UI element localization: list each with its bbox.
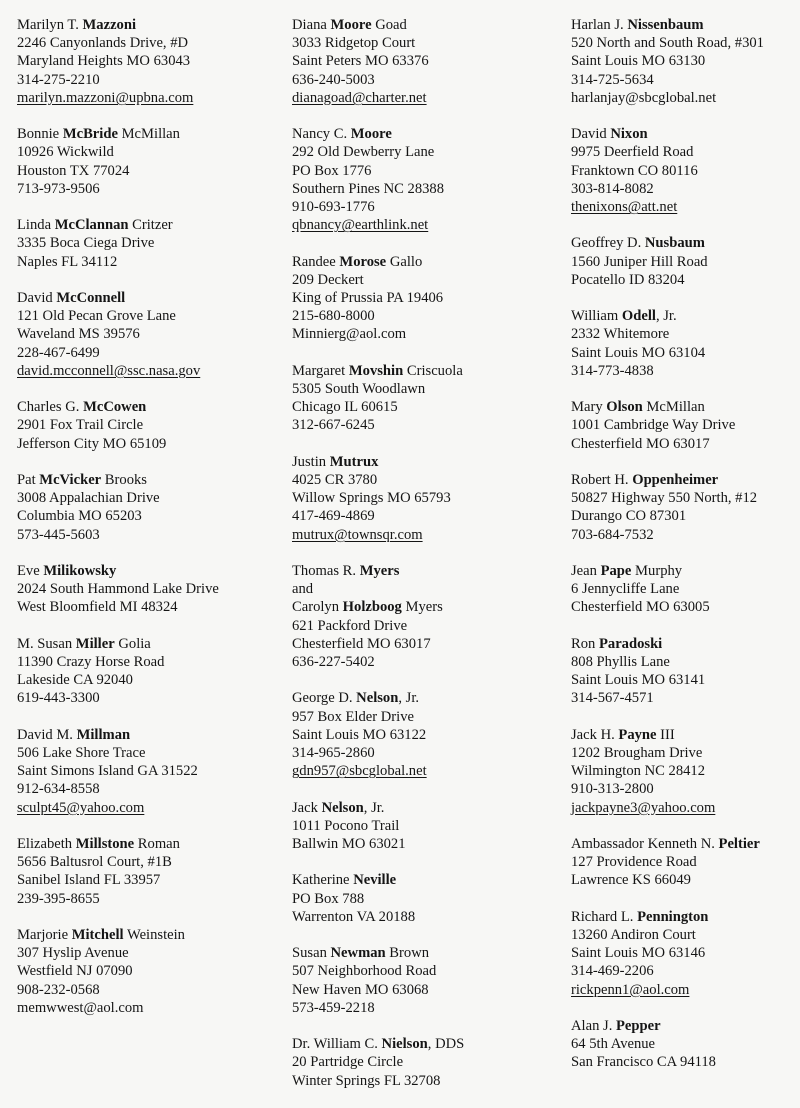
- directory-entry: [17, 289, 279, 380]
- entry-address-line: King of Prussia PA 19406: [292, 290, 444, 307]
- entry-email: david.mcconnell@ssc.nasa.gov: [17, 362, 201, 379]
- name-text: Weinstein: [123, 927, 185, 943]
- name-text: David M.: [17, 726, 77, 743]
- entry-phone: 314-567-4571: [571, 690, 654, 707]
- entry-phone: 636-227-5402: [292, 654, 375, 671]
- entry-name: [17, 398, 279, 416]
- name-text: Criscuola: [403, 362, 463, 379]
- directory-entry: [571, 1017, 800, 1072]
- surname-text: Millman: [76, 726, 131, 743]
- entry-address-line: Saint Louis MO 63130: [571, 53, 706, 70]
- name-text: Ambassador Kenneth N.: [571, 836, 719, 852]
- entry-address-line: Warrenton VA 20188: [292, 908, 416, 925]
- entry-phone: 215-680-8000: [292, 308, 375, 325]
- entry-phone: 573-445-5603: [17, 526, 100, 543]
- entry-address-line: Chesterfield MO 63017: [571, 435, 710, 452]
- entry-name: [571, 125, 800, 143]
- entry-address-line: San Francisco CA 94118: [571, 1054, 716, 1071]
- directory-entry: [571, 908, 800, 999]
- entry-address-line: Ballwin MO 63021: [292, 836, 406, 853]
- name-text: Robert H.: [571, 472, 633, 488]
- entry-address-line: 20 Partridge Circle: [292, 1054, 404, 1071]
- surname-text: Pepper: [616, 1018, 661, 1034]
- directory-entry: [17, 635, 279, 708]
- directory-column-1: [17, 16, 279, 1035]
- entry-address-line: Saint Louis MO 63122: [292, 726, 427, 743]
- directory-entry: [17, 216, 279, 271]
- entry-phone: 908-232-0568: [17, 981, 100, 998]
- name-text: Alan J.: [571, 1018, 616, 1034]
- name-text: and: [292, 581, 314, 598]
- entry-phone: 314-275-2210: [17, 71, 100, 88]
- entry-address-line: Pocatello ID 83204: [571, 271, 685, 288]
- surname-text: Millstone: [75, 836, 135, 852]
- surname-text: Pape: [600, 563, 632, 579]
- entry-name-continuation: [292, 598, 560, 616]
- entry-address-line: Willow Springs MO 65793: [292, 490, 451, 507]
- entry-address-line: 5656 Baltusrol Court, #1B: [17, 854, 172, 871]
- surname-text: McConnell: [56, 290, 126, 306]
- entry-phone: 314-469-2206: [571, 963, 654, 980]
- name-text: , Jr.: [398, 690, 420, 707]
- entry-address-line: 520 North and South Road, #301: [571, 35, 764, 52]
- surname-text: Movshin: [348, 362, 404, 379]
- entry-name: [571, 307, 800, 325]
- entry-address-line: Southern Pines NC 28388: [292, 180, 445, 197]
- directory-entry: [292, 944, 560, 1017]
- surname-text: Paradoski: [598, 635, 663, 652]
- directory-entry: [292, 125, 560, 234]
- name-text: Dr. William C.: [292, 1036, 382, 1053]
- entry-phone: 713-973-9506: [17, 180, 100, 197]
- entry-address-line: Sanibel Island FL 33957: [17, 872, 161, 889]
- entry-address-line: 292 Old Dewberry Lane: [292, 144, 435, 161]
- entry-address-line: 6 Jennycliffe Lane: [571, 581, 680, 598]
- name-text: David: [17, 290, 57, 306]
- name-text: Murphy: [631, 563, 683, 579]
- entry-email: harlanjay@sbcglobal.net: [571, 89, 717, 106]
- entry-address-line: Winter Springs FL 32708: [292, 1072, 441, 1089]
- surname-text: Moore: [350, 126, 392, 143]
- surname-text: McVicker: [39, 472, 102, 488]
- name-text: Diana: [292, 17, 331, 33]
- entry-email: memwwest@aol.com: [17, 999, 144, 1016]
- entry-name: [571, 398, 800, 416]
- entry-address-line: 307 Hyslip Avenue: [17, 945, 129, 962]
- name-text: McMillan: [642, 399, 705, 416]
- name-text: Myers: [401, 599, 443, 616]
- entry-name: [292, 1035, 560, 1053]
- entry-phone: 910-693-1776: [292, 199, 375, 216]
- surname-text: Peltier: [718, 836, 760, 852]
- entry-name: [571, 908, 800, 926]
- name-text: George D.: [292, 690, 357, 707]
- name-text: Charles G.: [17, 399, 84, 416]
- surname-text: Moore: [330, 17, 372, 33]
- surname-text: Nielson: [381, 1036, 428, 1053]
- surname-text: Holzboog: [342, 599, 402, 616]
- surname-text: Milikowsky: [43, 563, 117, 579]
- name-text: Thomas R.: [292, 563, 360, 580]
- entry-address-line: Waveland MS 39576: [17, 326, 140, 343]
- name-text: , Jr.: [655, 308, 677, 325]
- entry-address-line: 9975 Deerfield Road: [571, 144, 694, 161]
- entry-address-line: 1011 Pocono Trail: [292, 817, 400, 834]
- entry-address-line: 2024 South Hammond Lake Drive: [17, 581, 219, 598]
- entry-name: [571, 234, 800, 252]
- directory-entry: [571, 398, 800, 453]
- entry-phone: 314-965-2860: [292, 745, 375, 762]
- directory-entry: [292, 362, 560, 435]
- entry-name: [17, 471, 279, 489]
- entry-address-line: 507 Neighborhood Road: [292, 963, 437, 980]
- name-text: Jean: [571, 563, 601, 579]
- directory-entry: [571, 835, 800, 890]
- entry-address-line: 121 Old Pecan Grove Lane: [17, 308, 176, 325]
- directory-entry: [17, 926, 279, 1017]
- entry-email: sculpt45@yahoo.com: [17, 799, 145, 816]
- entry-address-line: Saint Peters MO 63376: [292, 53, 429, 70]
- entry-address-line: 209 Deckert: [292, 271, 364, 288]
- entry-address-line: 5305 South Woodlawn: [292, 381, 426, 398]
- entry-address-line: PO Box 788: [292, 890, 365, 907]
- entry-phone: 636-240-5003: [292, 71, 375, 88]
- entry-address-line: Saint Louis MO 63146: [571, 945, 706, 962]
- directory-entry: [571, 726, 800, 817]
- entry-name: [571, 1017, 800, 1035]
- entry-name: [571, 562, 800, 580]
- name-text: Geoffrey D.: [571, 235, 645, 252]
- surname-text: Miller: [75, 635, 115, 652]
- entry-address-line: Naples FL 34112: [17, 253, 118, 270]
- entry-address-line: 10926 Wickwild: [17, 144, 114, 161]
- entry-phone: 303-814-8082: [571, 180, 654, 197]
- name-text: Eve: [17, 563, 44, 579]
- entry-address-line: 3335 Boca Ciega Drive: [17, 235, 155, 252]
- directory-entry: [17, 398, 279, 453]
- surname-text: Newman: [330, 945, 386, 962]
- entry-name: [292, 799, 560, 817]
- entry-address-line: Maryland Heights MO 63043: [17, 53, 191, 70]
- entry-address-line: 50827 Highway 550 North, #12: [571, 490, 758, 507]
- name-text: Randee: [292, 253, 340, 270]
- directory-entry: [292, 562, 560, 671]
- entry-name: [571, 635, 800, 653]
- entry-phone: 912-634-8558: [17, 781, 100, 798]
- directory-entry: [292, 799, 560, 854]
- directory-entry: [292, 689, 560, 780]
- entry-phone: 314-725-5634: [571, 71, 654, 88]
- entry-email: Minnierg@aol.com: [292, 326, 407, 343]
- entry-address-line: Lawrence KS 66049: [571, 872, 691, 889]
- entry-address-line: Franktown CO 80116: [571, 162, 698, 179]
- directory-entry: [17, 835, 279, 908]
- entry-name: [17, 562, 279, 580]
- directory-entry: [17, 726, 279, 817]
- surname-text: Neville: [353, 872, 397, 889]
- directory-entry: [571, 125, 800, 216]
- entry-address-line: 957 Box Elder Drive: [292, 708, 414, 725]
- name-text: Susan: [292, 945, 331, 962]
- entry-address-line: Saint Simons Island GA 31522: [17, 763, 198, 780]
- name-text: , Jr.: [363, 799, 385, 816]
- entry-name: [17, 289, 279, 307]
- entry-address-line: Durango CO 87301: [571, 508, 687, 525]
- directory-column-2: [292, 16, 560, 1108]
- entry-email: marilyn.mazzoni@upbna.com: [17, 89, 194, 106]
- directory-entry: [17, 562, 279, 617]
- entry-address-line: Columbia MO 65203: [17, 508, 142, 525]
- name-text: Pat: [17, 472, 40, 488]
- directory-entry: [571, 16, 800, 107]
- name-text: Carolyn: [292, 599, 343, 616]
- entry-address-line: Jefferson City MO 65109: [17, 435, 167, 452]
- entry-phone: 312-667-6245: [292, 417, 375, 434]
- entry-address-line: 4025 CR 3780: [292, 472, 378, 489]
- directory-entry: [17, 125, 279, 198]
- entry-address-line: 127 Providence Road: [571, 854, 697, 871]
- name-text: Richard L.: [571, 908, 638, 925]
- entry-name: [292, 362, 560, 380]
- entry-name: [17, 835, 279, 853]
- entry-address-line: New Haven MO 63068: [292, 981, 429, 998]
- entry-email: mutrux@townsqr.com: [292, 526, 423, 543]
- name-text: Brooks: [101, 472, 147, 488]
- name-text: Nancy C.: [292, 126, 351, 143]
- name-text: Mary: [571, 399, 607, 416]
- surname-text: Nusbaum: [644, 235, 705, 252]
- entry-address-line: 621 Packford Drive: [292, 617, 408, 634]
- entry-address-line: Chesterfield MO 63017: [292, 635, 431, 652]
- surname-text: Nelson: [356, 690, 399, 707]
- name-text: Critzer: [128, 217, 173, 234]
- entry-name: [571, 471, 800, 489]
- entry-phone: 314-773-4838: [571, 362, 654, 379]
- surname-text: McBride: [62, 126, 118, 143]
- name-text: Jack H.: [571, 726, 619, 743]
- entry-name: [571, 726, 800, 744]
- surname-text: Payne: [618, 726, 657, 743]
- entry-address-line: Lakeside CA 92040: [17, 672, 133, 689]
- directory-entry: [292, 453, 560, 544]
- name-text: Brown: [385, 945, 430, 962]
- entry-email: gdn957@sbcglobal.net: [292, 763, 427, 780]
- surname-text: Myers: [359, 563, 400, 580]
- entry-address-line: 2901 Fox Trail Circle: [17, 417, 144, 434]
- entry-email: rickpenn1@aol.com: [571, 981, 690, 998]
- name-text: Goad: [371, 17, 407, 33]
- surname-text: Oppenheimer: [632, 472, 719, 488]
- directory-entry: [571, 234, 800, 289]
- entry-name: [292, 453, 560, 471]
- name-text: Bonnie: [17, 126, 63, 143]
- surname-text: Mazzoni: [82, 17, 137, 33]
- entry-name: [17, 216, 279, 234]
- entry-phone: 228-467-6499: [17, 344, 100, 361]
- entry-name: [17, 726, 279, 744]
- entry-phone: 417-469-4869: [292, 508, 375, 525]
- entry-address-line: 3033 Ridgetop Court: [292, 35, 416, 52]
- entry-name: [17, 16, 279, 34]
- entry-email: jackpayne3@yahoo.com: [571, 799, 716, 816]
- name-text: Marjorie: [17, 927, 72, 943]
- name-text: Harlan J.: [571, 17, 628, 33]
- entry-address-line: 1001 Cambridge Way Drive: [571, 417, 736, 434]
- entry-name: [292, 253, 560, 271]
- name-text: III: [656, 726, 675, 743]
- surname-text: Nelson: [321, 799, 364, 816]
- entry-address-line: Wilmington NC 28412: [571, 763, 706, 780]
- directory-entry: [571, 635, 800, 708]
- directory-entry: [571, 471, 800, 544]
- directory-entry: [17, 471, 279, 544]
- name-text: , DDS: [427, 1036, 465, 1053]
- entry-phone: 573-459-2218: [292, 999, 375, 1016]
- surname-text: Nixon: [610, 126, 648, 143]
- name-text: William: [571, 308, 622, 325]
- name-text: Roman: [134, 836, 180, 852]
- name-text: M. Susan: [17, 635, 76, 652]
- name-text: Elizabeth: [17, 836, 76, 852]
- entry-phone: 239-395-8655: [17, 890, 100, 907]
- entry-email: thenixons@att.net: [571, 199, 678, 216]
- entry-address-line: 1202 Brougham Drive: [571, 745, 703, 761]
- entry-address-line: 1560 Juniper Hill Road: [571, 253, 708, 270]
- entry-address-line: Chicago IL 60615: [292, 399, 398, 416]
- directory-entry: [571, 307, 800, 380]
- entry-address-line: Houston TX 77024: [17, 162, 130, 179]
- surname-text: McCowen: [83, 399, 147, 416]
- entry-address-line: 3008 Appalachian Drive: [17, 490, 160, 507]
- entry-name: [292, 125, 560, 143]
- entry-address-line: 808 Phyllis Lane: [571, 654, 670, 670]
- entry-name: [292, 944, 560, 962]
- entry-name: [17, 635, 279, 653]
- entry-email: qbnancy@earthlink.net: [292, 217, 429, 234]
- entry-address-line: 2332 Whitemore: [571, 326, 670, 343]
- surname-text: Mutrux: [329, 453, 379, 470]
- name-text: David: [571, 126, 611, 143]
- surname-text: Pennington: [637, 908, 709, 925]
- entry-name: [17, 926, 279, 944]
- entry-address-line: 13260 Andiron Court: [571, 927, 696, 943]
- name-text: Golia: [114, 635, 151, 652]
- directory-entry: [17, 16, 279, 107]
- entry-name: [571, 835, 800, 853]
- name-text: Gallo: [386, 253, 423, 270]
- name-text: Katherine: [292, 872, 354, 889]
- entry-address-line: Westfield NJ 07090: [17, 963, 133, 980]
- entry-address-line: 2246 Canyonlands Drive, #D: [17, 35, 189, 52]
- entry-address-line: Saint Louis MO 63104: [571, 344, 706, 361]
- entry-address-line: PO Box 1776: [292, 162, 372, 179]
- entry-name: [292, 871, 560, 889]
- entry-phone: 910-313-2800: [571, 781, 654, 798]
- entry-phone: 703-684-7532: [571, 526, 654, 543]
- name-text: McMillan: [117, 126, 180, 143]
- entry-address-line: Saint Louis MO 63141: [571, 672, 706, 689]
- directory-entry: [292, 871, 560, 926]
- entry-phone: 619-443-3300: [17, 690, 100, 707]
- entry-address-line: West Bloomfield MI 48324: [17, 599, 178, 616]
- directory-entry: [292, 1035, 560, 1090]
- entry-name: [17, 125, 279, 143]
- name-text: Marilyn T.: [17, 17, 83, 33]
- entry-email: dianagoad@charter.net: [292, 89, 427, 106]
- directory-column-3: [571, 16, 800, 1090]
- entry-address-line: 64 5th Avenue: [571, 1036, 656, 1053]
- entry-name-continuation: [292, 580, 560, 598]
- name-text: Justin: [292, 453, 330, 470]
- surname-text: Odell: [621, 308, 656, 325]
- surname-text: McClannan: [54, 217, 129, 234]
- name-text: Jack: [292, 799, 322, 816]
- surname-text: Olson: [606, 399, 643, 416]
- entry-name: [571, 16, 800, 34]
- directory-entry: [292, 253, 560, 344]
- surname-text: Mitchell: [71, 927, 124, 943]
- surname-text: Morose: [339, 253, 387, 270]
- name-text: Margaret: [292, 362, 349, 379]
- name-text: Linda: [17, 217, 55, 234]
- name-text: Ron: [571, 635, 599, 652]
- entry-address-line: 11390 Crazy Horse Road: [17, 654, 165, 670]
- entry-address-line: 506 Lake Shore Trace: [17, 745, 146, 761]
- entry-name: [292, 16, 560, 34]
- surname-text: Nissenbaum: [627, 17, 704, 33]
- entry-name: [292, 689, 560, 707]
- entry-name: [292, 562, 560, 580]
- entry-address-line: Chesterfield MO 63005: [571, 599, 710, 616]
- directory-entry: [571, 562, 800, 617]
- directory-entry: [292, 16, 560, 107]
